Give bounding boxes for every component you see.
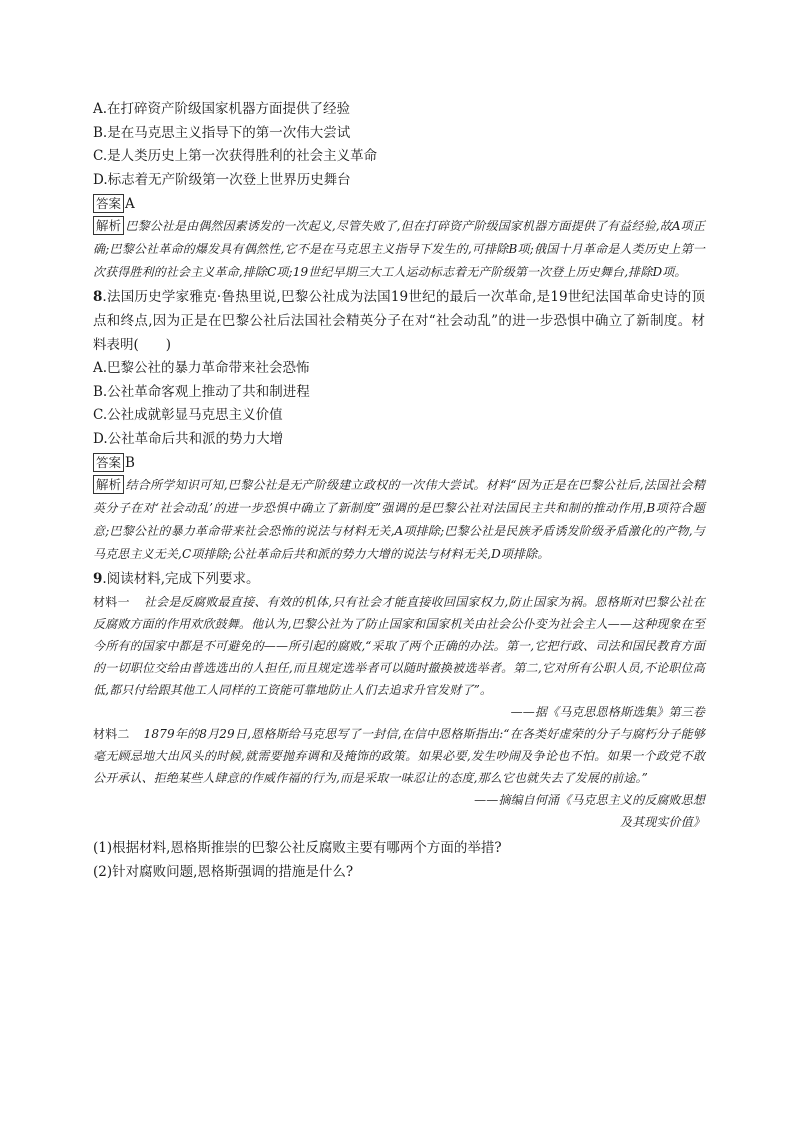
q7-options <box>93 98 705 192</box>
q7-option-d: D.标志着无产阶级第一次登上世界历史舞台 <box>93 171 351 188</box>
q7-option-a: A.在打碎资产阶级国家机器方面提供了经验 <box>93 101 351 117</box>
q9-material-2 <box>93 723 705 789</box>
q9-stem-text: .阅读材料,完成下列要求。 <box>102 571 260 587</box>
q9-stem <box>93 567 705 591</box>
material-1-text: 社会是反腐败最直接、有效的机体,只有社会才能直接收回国家权力,防止国家为祸。恩格斯对巴黎公社在反腐败方面的作用欢欣鼓舞。他认为,巴黎公社为了防止国家和国家机关由社会公仆变为社会主人——这种现象在至今所有的国家中都是不可避免的——所引起的腐败,“采取了两个正确的办法。第一,它把行政、司法和国民教育方面的一切职位交给由普选选出的人担任,而且规定选举者可以随时撤换被选举者。第二,它对所有公职人员,不论职位高低,都只付给跟其他工人同样的工资能可靠地防止人们去追求升官发财了”。 <box>93 595 705 697</box>
q8-number: 8 <box>93 289 103 305</box>
q7-answer <box>93 193 705 215</box>
material-1-label: 材料一 <box>93 595 130 609</box>
q8-option-c: C.公社成就彰显马克思主义价值 <box>93 407 283 423</box>
q7-answer-value: A <box>125 196 135 212</box>
q8-option-d: D.公社革命后共和派的势力大增 <box>93 430 284 447</box>
q8-explanation-text: 结合所学知识可知,巴黎公社是无产阶级建立政权的一次伟大尝试。材料“因为正是在巴黎公社后,法国社会精英分子在对‘社会动乱’的进一步恐惧中确立了新制度”强调的是巴黎公社对法国民主共和制的推动作用,B项符合题意;巴黎公社的暴力革命带来社会恐怖的说法与材料无关,A项排除;巴黎公社是民族矛盾诱发阶级矛盾激化的产物,与马克思主义无关,C项排除;公社革命后共和派的势力大增的说法与材料无关,D项排除。 <box>93 478 705 561</box>
q8-stem-text: .法国历史学家雅克·鲁热里说,巴黎公社成为法国19世纪的最后一次革命,是19世纪法国革命史诗的顶点和终点,因为正是在巴黎公社后法国社会精英分子在对“社会动乱”的进一步恐惧中确立了新制度。材料表明( ) <box>93 289 705 353</box>
answer-tag: 答案 <box>93 453 124 472</box>
q8-option-b: B.公社革命客观上推动了共和制进程 <box>93 383 310 400</box>
q7-option-b: B.是在马克思主义指导下的第一次伟大尝试 <box>93 124 351 141</box>
q8-options <box>93 357 705 451</box>
q9-sub-question-1: (1)根据材料,恩格斯推崇的巴黎公社反腐败主要有哪两个方面的举措? <box>93 840 502 856</box>
material-2-source-line-1: ——摘编自何涌《马克思主义的反腐败思想 <box>474 793 705 807</box>
q8-explanation <box>93 474 705 566</box>
q9-sub-question-2: (2)针对腐败问题,恩格斯强调的措施是什么? <box>93 863 354 880</box>
material-2-text: 1879年的8月29日,恩格斯给马克思写了一封信,在信中恩格斯指出:“在各类好虚荣的分子与腐朽分子能够毫无顾忌地大出风头的时候,就需要抛弃调和及掩饰的政策。如果必要,发生吵闹及争论也不怕。如果一个政党不敢公开承认、拒绝某些人肆意的作威作福的行为,而是采取一味忍让的态度,那么它也就失去了发展的前途。” <box>93 727 706 785</box>
q9-number: 9 <box>93 571 103 587</box>
material-1-source: ——据《马克思恩格斯选集》第三卷 <box>510 705 705 719</box>
q8-stem <box>93 285 705 357</box>
material-2-label: 材料二 <box>93 727 130 741</box>
explain-tag: 解析 <box>93 216 124 235</box>
q8-answer-value: B <box>125 455 135 471</box>
q7-option-c: C.是人类历史上第一次获得胜利的社会主义革命 <box>93 148 378 164</box>
q7-explanation-text: 巴黎公社是由偶然因素诱发的一次起义,尽管失败了,但在打碎资产阶级国家机器方面提供了有益经验,故A项正确;巴黎公社革命的爆发具有偶然性,它不是在马克思主义指导下发生的,可排除B项;俄国十月革命是人类历史上第一次获得胜利的社会主义革命,排除C项;19世纪早期三大工人运动标志着无产阶级第一次登上历史舞台,排除D项。 <box>93 219 705 279</box>
q7-explanation <box>93 215 705 284</box>
q8-answer <box>93 452 705 474</box>
explain-tag: 解析 <box>93 475 124 494</box>
page-content <box>93 98 705 884</box>
q8-option-a: A.巴黎公社的暴力革命带来社会恐怖 <box>93 360 310 376</box>
q9-material-1 <box>93 591 705 701</box>
answer-tag: 答案 <box>93 194 124 213</box>
material-2-source-line-2: 及其现实价值》 <box>619 815 705 829</box>
